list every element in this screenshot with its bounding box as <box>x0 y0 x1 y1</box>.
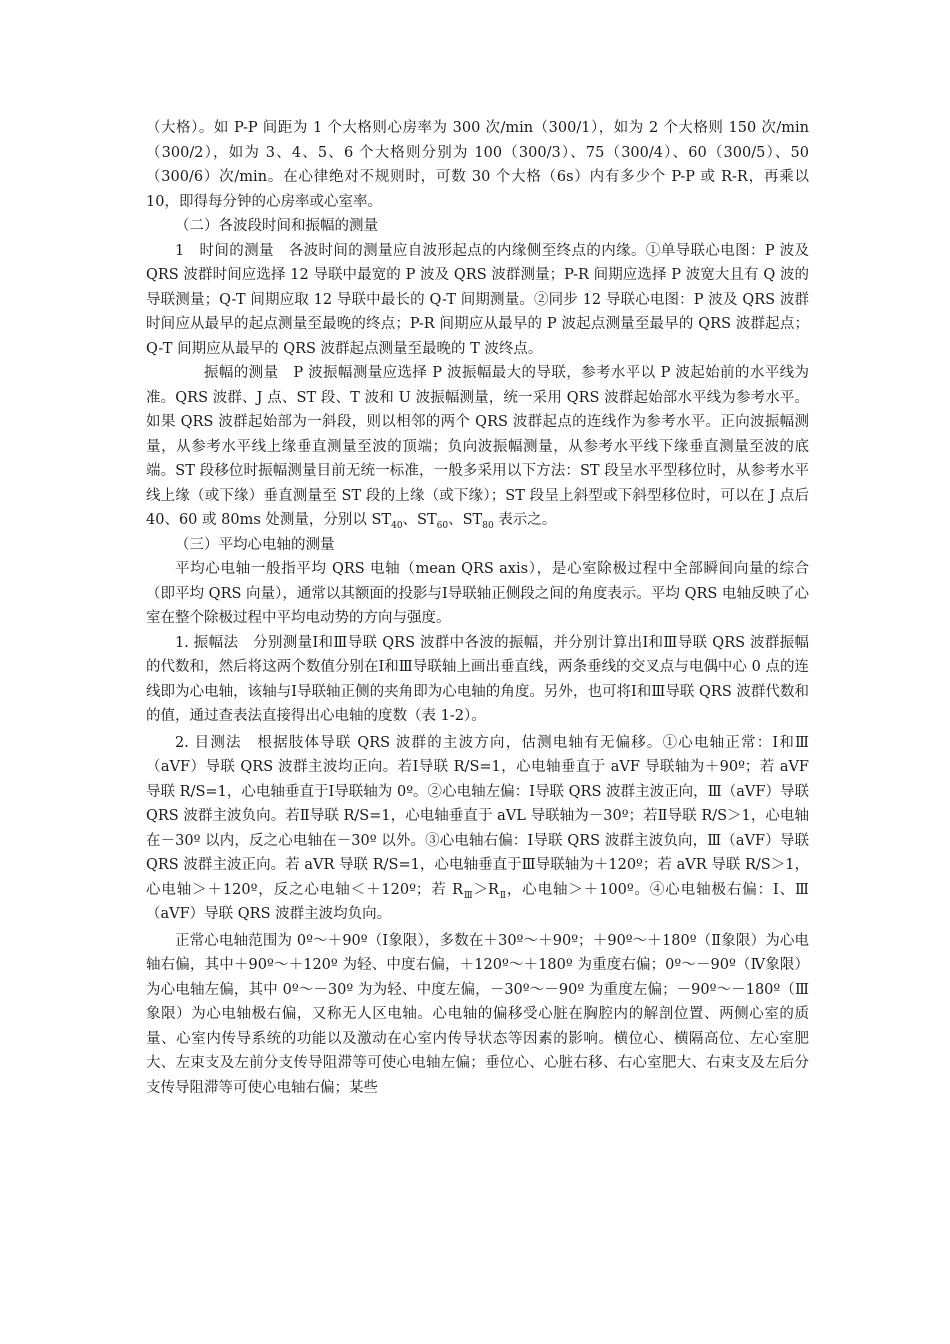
document-page <box>146 116 809 1100</box>
paragraph-mean-qrs-axis: 平均心电轴一般指平均 QRS 电轴（mean QRS axis），是心室除极过程中全部瞬间向量的综合（即平均 QRS 向量），通常以其额面的投影与Ⅰ导联轴正侧段之间的角度表示。平均 QRS 电轴反映了心室在整个除极过程中平均电动势的方向与强度。 <box>146 561 809 626</box>
st60-subscript: 60 <box>436 521 449 531</box>
paragraph-amplitude-measurement <box>146 361 809 533</box>
visual-method-text-end: ，心电轴＞＋100º。④心电轴极右偏：Ⅰ、Ⅲ（aVF）导联 QRS 波群主波均负向。 <box>146 881 809 922</box>
visual-method-compare: ＞R <box>473 881 499 898</box>
amplitude-text-end: 表示之。 <box>493 512 557 528</box>
r-iii-subscript: Ⅲ <box>463 890 474 901</box>
paragraph-visual-method <box>146 731 809 927</box>
st40-subscript: 40 <box>391 521 403 531</box>
st60-prefix: 、ST <box>402 512 437 528</box>
section-heading-mean-axis: （三）平均心电轴的测量 <box>175 536 335 553</box>
amplitude-text: 振幅的测量 P 波振幅测量应选择 P 波振幅最大的导联，参考水平以 P 波起始前的水平线为准。QRS 波群、J 点、ST 段、T 波和 U 波振幅测量，统一采用 QRS 波群起始部水平线为参考水平。如果 QRS 波群起始部为一斜段，则以相邻的两个 QRS 波群起点的连线作为参考水平。正向波振幅测量，从参考水平线上缘垂直测量至波的顶端；负向波振幅测量，从参考水平线下缘垂直测量至波的底端。ST 段移位时振幅测量目前无统一标准，一般多采用以下方法：ST 段呈水平型移位时，从参考水平线上缘（或下缘）垂直测量至 ST 段的上缘（或下缘）；ST 段呈上斜型或下斜型移位时，可以在 J 点后 40、60 或 80ms 处测量，分别以 ST <box>146 365 809 528</box>
st80-prefix: 、ST <box>448 512 483 528</box>
section-heading-wave-measurement: （二）各波段时间和振幅的测量 <box>175 218 378 234</box>
paragraph-heart-rate-calculation: （大格）。如 P-P 间距为 1 个大格则心房率为 300 次/min（300/1），如为 2 个大格则 150 次/min（300/2），如为 3、4、5、6 个大格则分别为 100（300/3）、75（300/4）、60（300/5）、50（300/6）次/min。在心律绝对不规则时，可数 30 个大格（6s）内有多少个 P-P 或 R-R，再乘以 10，即得每分钟的心房率或心室率。 <box>146 120 809 210</box>
paragraph-time-measurement: 1 时间的测量 各波时间的测量应自波形起点的内缘侧至终点的内缘。①单导联心电图：P 波及 QRS 波群时间应选择 12 导联中最宽的 P 波及 QRS 波群测量；P-R 间期应选择 P 波宽大且有 Q 波的导联测量；Q-T 间期应取 12 导联中最长的 Q-T 间期测量。②同步 12 导联心电图：P 波及 QRS 波群时间应从最早的起点测量至最晚的终点；P-R 间期应从最早的 P 波起点测量至最早的 QRS 波群起点；Q-T 间期应从最早的 QRS 波群起点测量至最晚的 T 波终点。 <box>146 242 809 357</box>
paragraph-normal-axis-range: 正常心电轴范围为 0º～＋90º（Ⅰ象限），多数在＋30º～＋90º；＋90º～＋180º（Ⅱ象限）为心电轴右偏，其中＋90º～＋120º 为轻、中度右偏，＋120º～＋180º 为重度右偏；0º～－90º（Ⅳ象限）为心电轴左偏，其中 0º～－30º 为为轻、中度左偏，－30º～－90º 为重度左偏；－90º～－180º（Ⅲ象限）为心电轴极右偏，又称无人区电轴。心电轴的偏移受心脏在胸腔内的解剖位置、两侧心室的质量、心室内传导系统的功能以及激动在心室内传导状态等因素的影响。横位心、横隔高位、左心室肥大、左束支及左前分支传导阻滞等可使心电轴左偏；垂位心、心脏右移、右心室肥大、右束支及左后分支传导阻滞等可使心电轴右偏；某些 <box>146 932 809 1096</box>
paragraph-amplitude-method: 1. 振幅法 分别测量Ⅰ和Ⅲ导联 QRS 波群中各波的振幅，并分别计算出Ⅰ和Ⅲ导联 QRS 波群振幅的代数和，然后将这两个数值分别在Ⅰ和Ⅲ导联轴上画出垂直线，两条垂线的交叉点与电偶中心 0 点的连线即为心电轴，该轴与Ⅰ导联轴正侧的夹角即为心电轴的角度。另外，也可将Ⅰ和Ⅲ导联 QRS 波群代数和的值，通过查表法直接得出心电轴的度数（表 1-2）。 <box>146 634 809 724</box>
st80-subscript: 80 <box>482 521 494 531</box>
r-ii-subscript: Ⅱ <box>498 890 507 901</box>
visual-method-text: 2. 目测法 根据肢体导联 QRS 波群的主波方向，估测电轴有无偏移。①心电轴正常：Ⅰ和Ⅲ（aVF）导联 QRS 波群主波均正向。若Ⅰ导联 R/S=1，心电轴垂直于 aVF 导联轴为＋90º；若 aVF 导联 R/S=1，心电轴垂直于Ⅰ导联轴为 0º。②心电轴左偏：Ⅰ导联 QRS 波群主波正向，Ⅲ（aVF）导联 QRS 波群主波负向。若Ⅱ导联 R/S=1，心电轴垂直于 aVL 导联轴为－30º；若Ⅱ导联 R/S＞1，心电轴在－30º 以内，反之心电轴在－30º 以外。③心电轴右偏：Ⅰ导联 QRS 波群主波负向，Ⅲ（aVF）导联 QRS 波群主波正向。若 aVR 导联 R/S=1，心电轴垂直于Ⅲ导联轴为＋120º；若 aVR 导联 R/S＞1，心电轴＞＋120º，反之心电轴＜＋120º；若 R <box>146 734 809 898</box>
